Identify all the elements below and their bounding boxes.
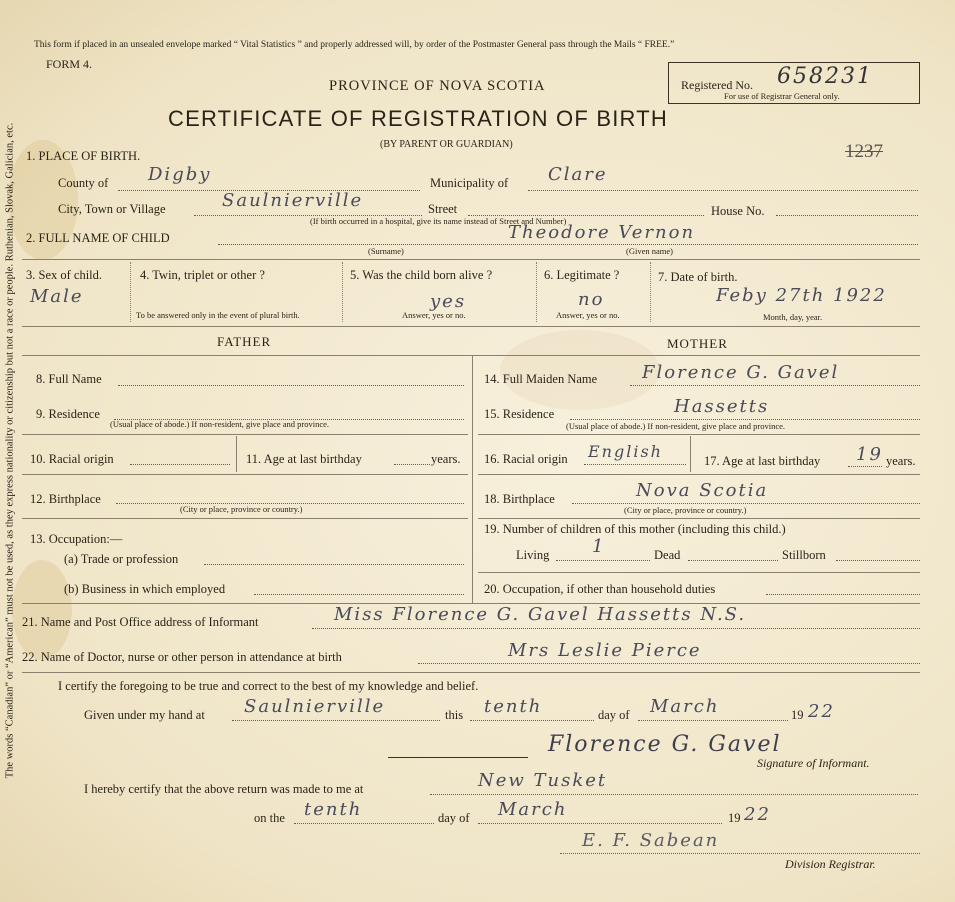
made-at-value: New Tusket	[478, 770, 608, 791]
trade-label: (a) Trade or profession	[64, 552, 179, 566]
informant-signature: Florence G. Gavel	[548, 732, 782, 757]
father-age-label: 11. Age at last birthday	[246, 452, 362, 466]
doctor-value: Mrs Leslie Pierce	[508, 640, 702, 661]
day-of-2-label: day of	[438, 811, 470, 825]
mother-age-label: 17. Age at last birthday	[704, 454, 821, 468]
father-years-label: years.	[431, 452, 461, 466]
given-month-value: March	[650, 696, 720, 717]
county-label: County of	[58, 176, 109, 190]
corner-number: 1237	[845, 141, 883, 162]
occupation-label: 13. Occupation:—	[30, 532, 123, 546]
father-racial-label: 10. Racial origin	[30, 452, 114, 466]
mother-birthplace-value: Nova Scotia	[636, 480, 769, 501]
mother-racial-value: English	[588, 442, 663, 461]
father-heading: FATHER	[217, 334, 272, 349]
certify-text: I certify the foregoing to be true and correct to the best of my knowledge and belief.	[58, 679, 479, 693]
children-label: 19. Number of children of this mother (including this child.)	[484, 522, 786, 536]
given-year-prefix: 19	[791, 708, 804, 722]
informant-value: Miss Florence G. Gavel Hassetts N.S.	[334, 604, 747, 625]
dead-label: Dead	[654, 548, 681, 562]
division-registrar-label: Division Registrar.	[785, 857, 876, 871]
legitimate-value: no	[578, 289, 605, 310]
father-birthplace-label: 12. Birthplace	[30, 492, 101, 506]
registered-label: Registered No.	[681, 78, 753, 92]
sex-label: 3. Sex of child.	[26, 268, 103, 282]
date-of-birth-label: 7. Date of birth.	[658, 270, 738, 284]
father-abode-note: (Usual place of abode.) If non-resident, give place and province.	[110, 419, 330, 429]
given-at-value: Saulnierville	[244, 696, 386, 717]
this-label: this	[445, 708, 464, 722]
registrar-year-value: 22	[744, 804, 771, 825]
father-birthplace-note: (City or place, province or country.)	[180, 504, 303, 514]
father-residence-label: 9. Residence	[36, 407, 100, 421]
registrar-use-note: For use of Registrar General only.	[724, 91, 840, 101]
child-name-label: 2. FULL NAME OF CHILD	[26, 231, 170, 245]
born-alive-note: Answer, yes or no.	[402, 310, 466, 320]
mother-residence-label: 15. Residence	[484, 407, 555, 421]
child-name-value: Theodore Vernon	[508, 222, 696, 243]
hospital-note: (If birth occurred in a hospital, give its name instead of Street and Number)	[310, 216, 567, 226]
registrar-signature: E. F. Sabean	[582, 830, 720, 851]
side-note: The words “Canadian” or “American” must not be used, as they express nationality or citizenship but not a race or people. Ruthenian, Slovak, Galician, etc.	[4, 122, 16, 779]
mother-racial-label: 16. Racial origin	[484, 452, 568, 466]
house-no-label: House No.	[711, 204, 765, 218]
mother-age-value: 19	[856, 444, 883, 465]
given-under-label: Given under my hand at	[84, 708, 205, 722]
stillborn-label: Stillborn	[782, 548, 826, 562]
form-number: FORM 4.	[46, 57, 93, 71]
postal-notice: This form if placed in an unsealed envelope marked “ Vital Statistics ” and properly addressed will, by order of the Postmaster General pass through the Mails “ FREE.”	[34, 40, 675, 50]
registrar-year-prefix: 19	[728, 811, 741, 825]
date-of-birth-note: Month, day, year.	[763, 312, 823, 322]
mother-name-value: Florence G. Gavel	[642, 362, 840, 383]
registrar-month-value: March	[498, 799, 568, 820]
legitimate-label: 6. Legitimate ?	[544, 268, 620, 282]
mother-birthplace-note: (City or place, province or country.)	[624, 505, 747, 515]
living-label: Living	[516, 548, 550, 562]
subtitle: (BY PARENT OR GUARDIAN)	[380, 139, 513, 150]
legitimate-note: Answer, yes or no.	[556, 310, 620, 320]
twin-label: 4. Twin, triplet or other ?	[140, 268, 265, 282]
given-day-value: tenth	[484, 696, 543, 717]
occupation-mother-label: 20. Occupation, if other than household duties	[484, 582, 716, 596]
doctor-label: 22. Name of Doctor, nurse or other person in attendance at birth	[22, 650, 342, 664]
municipality-value: Clare	[548, 164, 608, 185]
given-name-note: (Given name)	[626, 246, 673, 256]
business-label: (b) Business in which employed	[64, 582, 226, 596]
registrar-day-value: tenth	[304, 799, 363, 820]
page-title: CERTIFICATE OF REGISTRATION OF BIRTH	[168, 106, 668, 131]
on-the-label: on the	[254, 811, 285, 825]
surname-note: (Surname)	[368, 246, 404, 256]
county-value: Digby	[148, 164, 212, 185]
province-heading: PROVINCE OF NOVA SCOTIA	[329, 78, 546, 94]
registered-number: 658231	[777, 64, 873, 89]
day-of-label: day of	[598, 708, 630, 722]
hereby-label: I hereby certify that the above return was made to me at	[84, 782, 364, 796]
mother-name-label: 14. Full Maiden Name	[484, 372, 598, 386]
municipality-label: Municipality of	[430, 176, 509, 190]
signature-informant-label: Signature of Informant.	[757, 756, 870, 770]
mother-years-label: years.	[886, 454, 916, 468]
born-alive-label: 5. Was the child born alive ?	[350, 268, 493, 282]
date-of-birth-value: Feby 27th 1922	[716, 285, 887, 306]
place-of-birth-label: 1. PLACE OF BIRTH.	[26, 149, 141, 163]
mother-residence-value: Hassetts	[674, 396, 770, 417]
street-label: Street	[428, 202, 458, 216]
twin-note: To be answered only in the event of plural birth.	[136, 310, 300, 320]
born-alive-value: yes	[430, 291, 467, 312]
mother-heading: MOTHER	[667, 336, 728, 351]
mother-abode-note: (Usual place of abode.) If non-resident, give place and province.	[566, 421, 786, 431]
father-name-label: 8. Full Name	[36, 372, 102, 386]
informant-label: 21. Name and Post Office address of Informant	[22, 615, 259, 629]
living-value: 1	[592, 536, 606, 557]
given-year-value: 22	[808, 701, 835, 722]
city-label: City, Town or Village	[58, 202, 166, 216]
mother-birthplace-label: 18. Birthplace	[484, 492, 555, 506]
sex-value: Male	[30, 286, 84, 307]
city-value: Saulnierville	[222, 190, 364, 211]
